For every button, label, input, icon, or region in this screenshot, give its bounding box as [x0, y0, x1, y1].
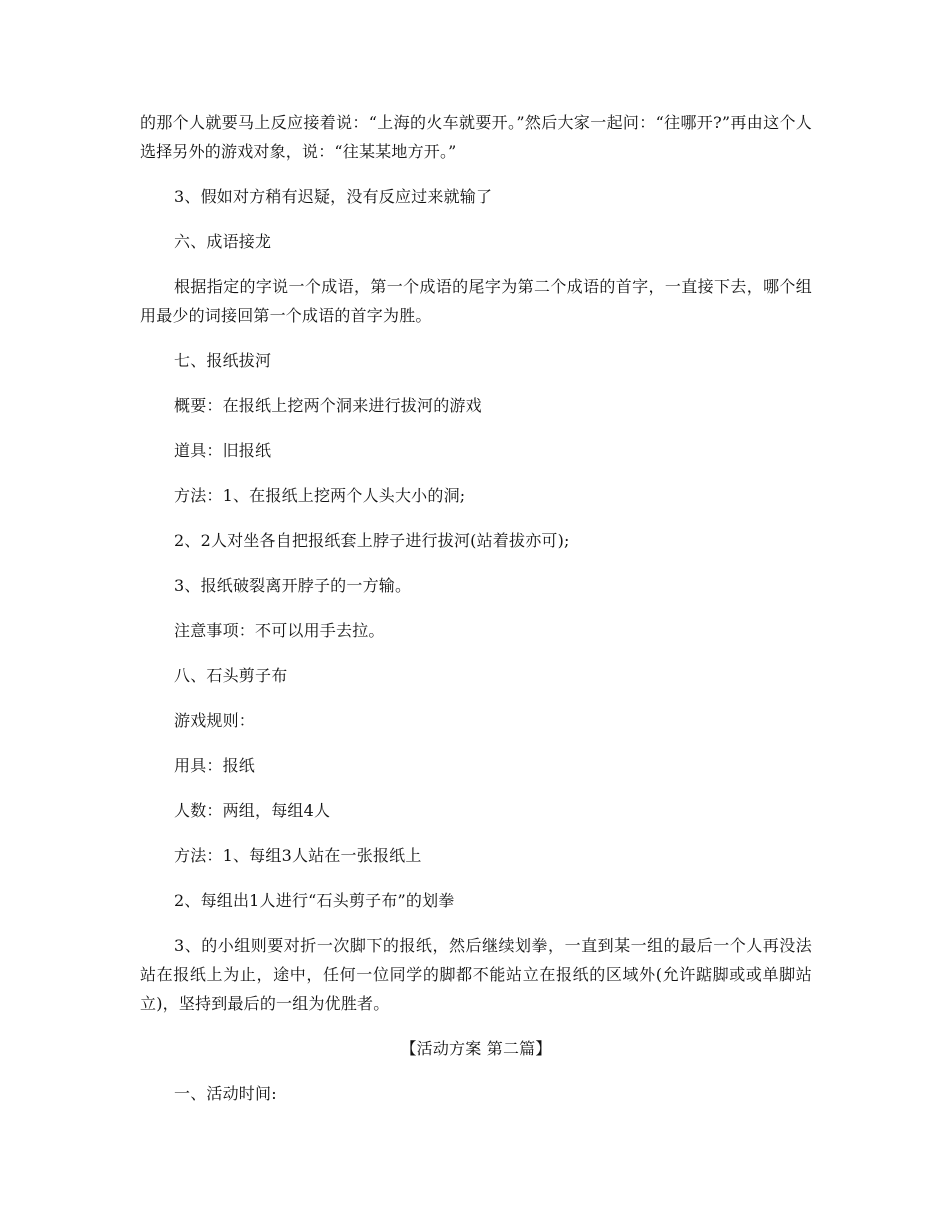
paragraph-tug-method-1: 方法：1、在报纸上挖两个人头大小的洞; [174, 486, 466, 505]
section-heading-newspaper-tug: 七、报纸拔河 [174, 351, 272, 370]
chapter-title-second-plan: 【活动方案 第二篇】 [400, 1039, 552, 1058]
paragraph-rps-rules-label: 游戏规则： [174, 711, 256, 730]
paragraph-idiom-chain-rules: 根据指定的字说一个成语，第一个成语的尾字为第二个成语的首字，一直接下去，哪个组用最少的词接回第一个成语的首字为胜。 [140, 277, 812, 325]
paragraph-tug-props: 道具：旧报纸 [174, 441, 272, 460]
paragraph-rps-players: 人数：两组，每组4人 [174, 801, 331, 820]
paragraph-tug-method-3: 3、报纸破裂离开脖子的一方输。 [174, 576, 412, 595]
paragraph-train-rule-3: 3、假如对方稍有迟疑，没有反应过来就输了 [174, 187, 493, 206]
paragraph-train-game-continuation: 的那个人就要马上反应接着说：“上海的火车就要开。”然后大家一起问：“往哪开?”再由这个人选择另外的游戏对象，说：“往某某地方开。” [140, 113, 812, 161]
paragraph-rps-equipment: 用具：报纸 [174, 756, 256, 775]
paragraph-rps-method-3: 3、的小组则要对折一次脚下的报纸，然后继续划拳，一直到某一组的最后一个人再没法站在报纸上为止，途中，任何一位同学的脚都不能站立在报纸的区域外(允许踮脚或或单脚站立)，坚持到最后的一组为优胜者。 [140, 936, 812, 1013]
paragraph-tug-summary: 概要：在报纸上挖两个洞来进行拔河的游戏 [174, 396, 482, 415]
paragraph-rps-method-2: 2、每组出1人进行“石头剪子布”的划拳 [174, 891, 455, 910]
section-heading-rock-paper-scissors: 八、石头剪子布 [174, 666, 288, 685]
document-page [140, 108, 812, 1124]
paragraph-tug-notes: 注意事项：不可以用手去拉。 [174, 621, 385, 640]
section-heading-idiom-chain: 六、成语接龙 [174, 232, 272, 251]
paragraph-rps-method-1: 方法：1、每组3人站在一张报纸上 [174, 846, 422, 865]
paragraph-tug-method-2: 2、2人对坐各自把报纸套上脖子进行拔河(站着拔亦可); [174, 531, 570, 550]
paragraph-activity-time: 一、活动时间: [174, 1084, 277, 1103]
